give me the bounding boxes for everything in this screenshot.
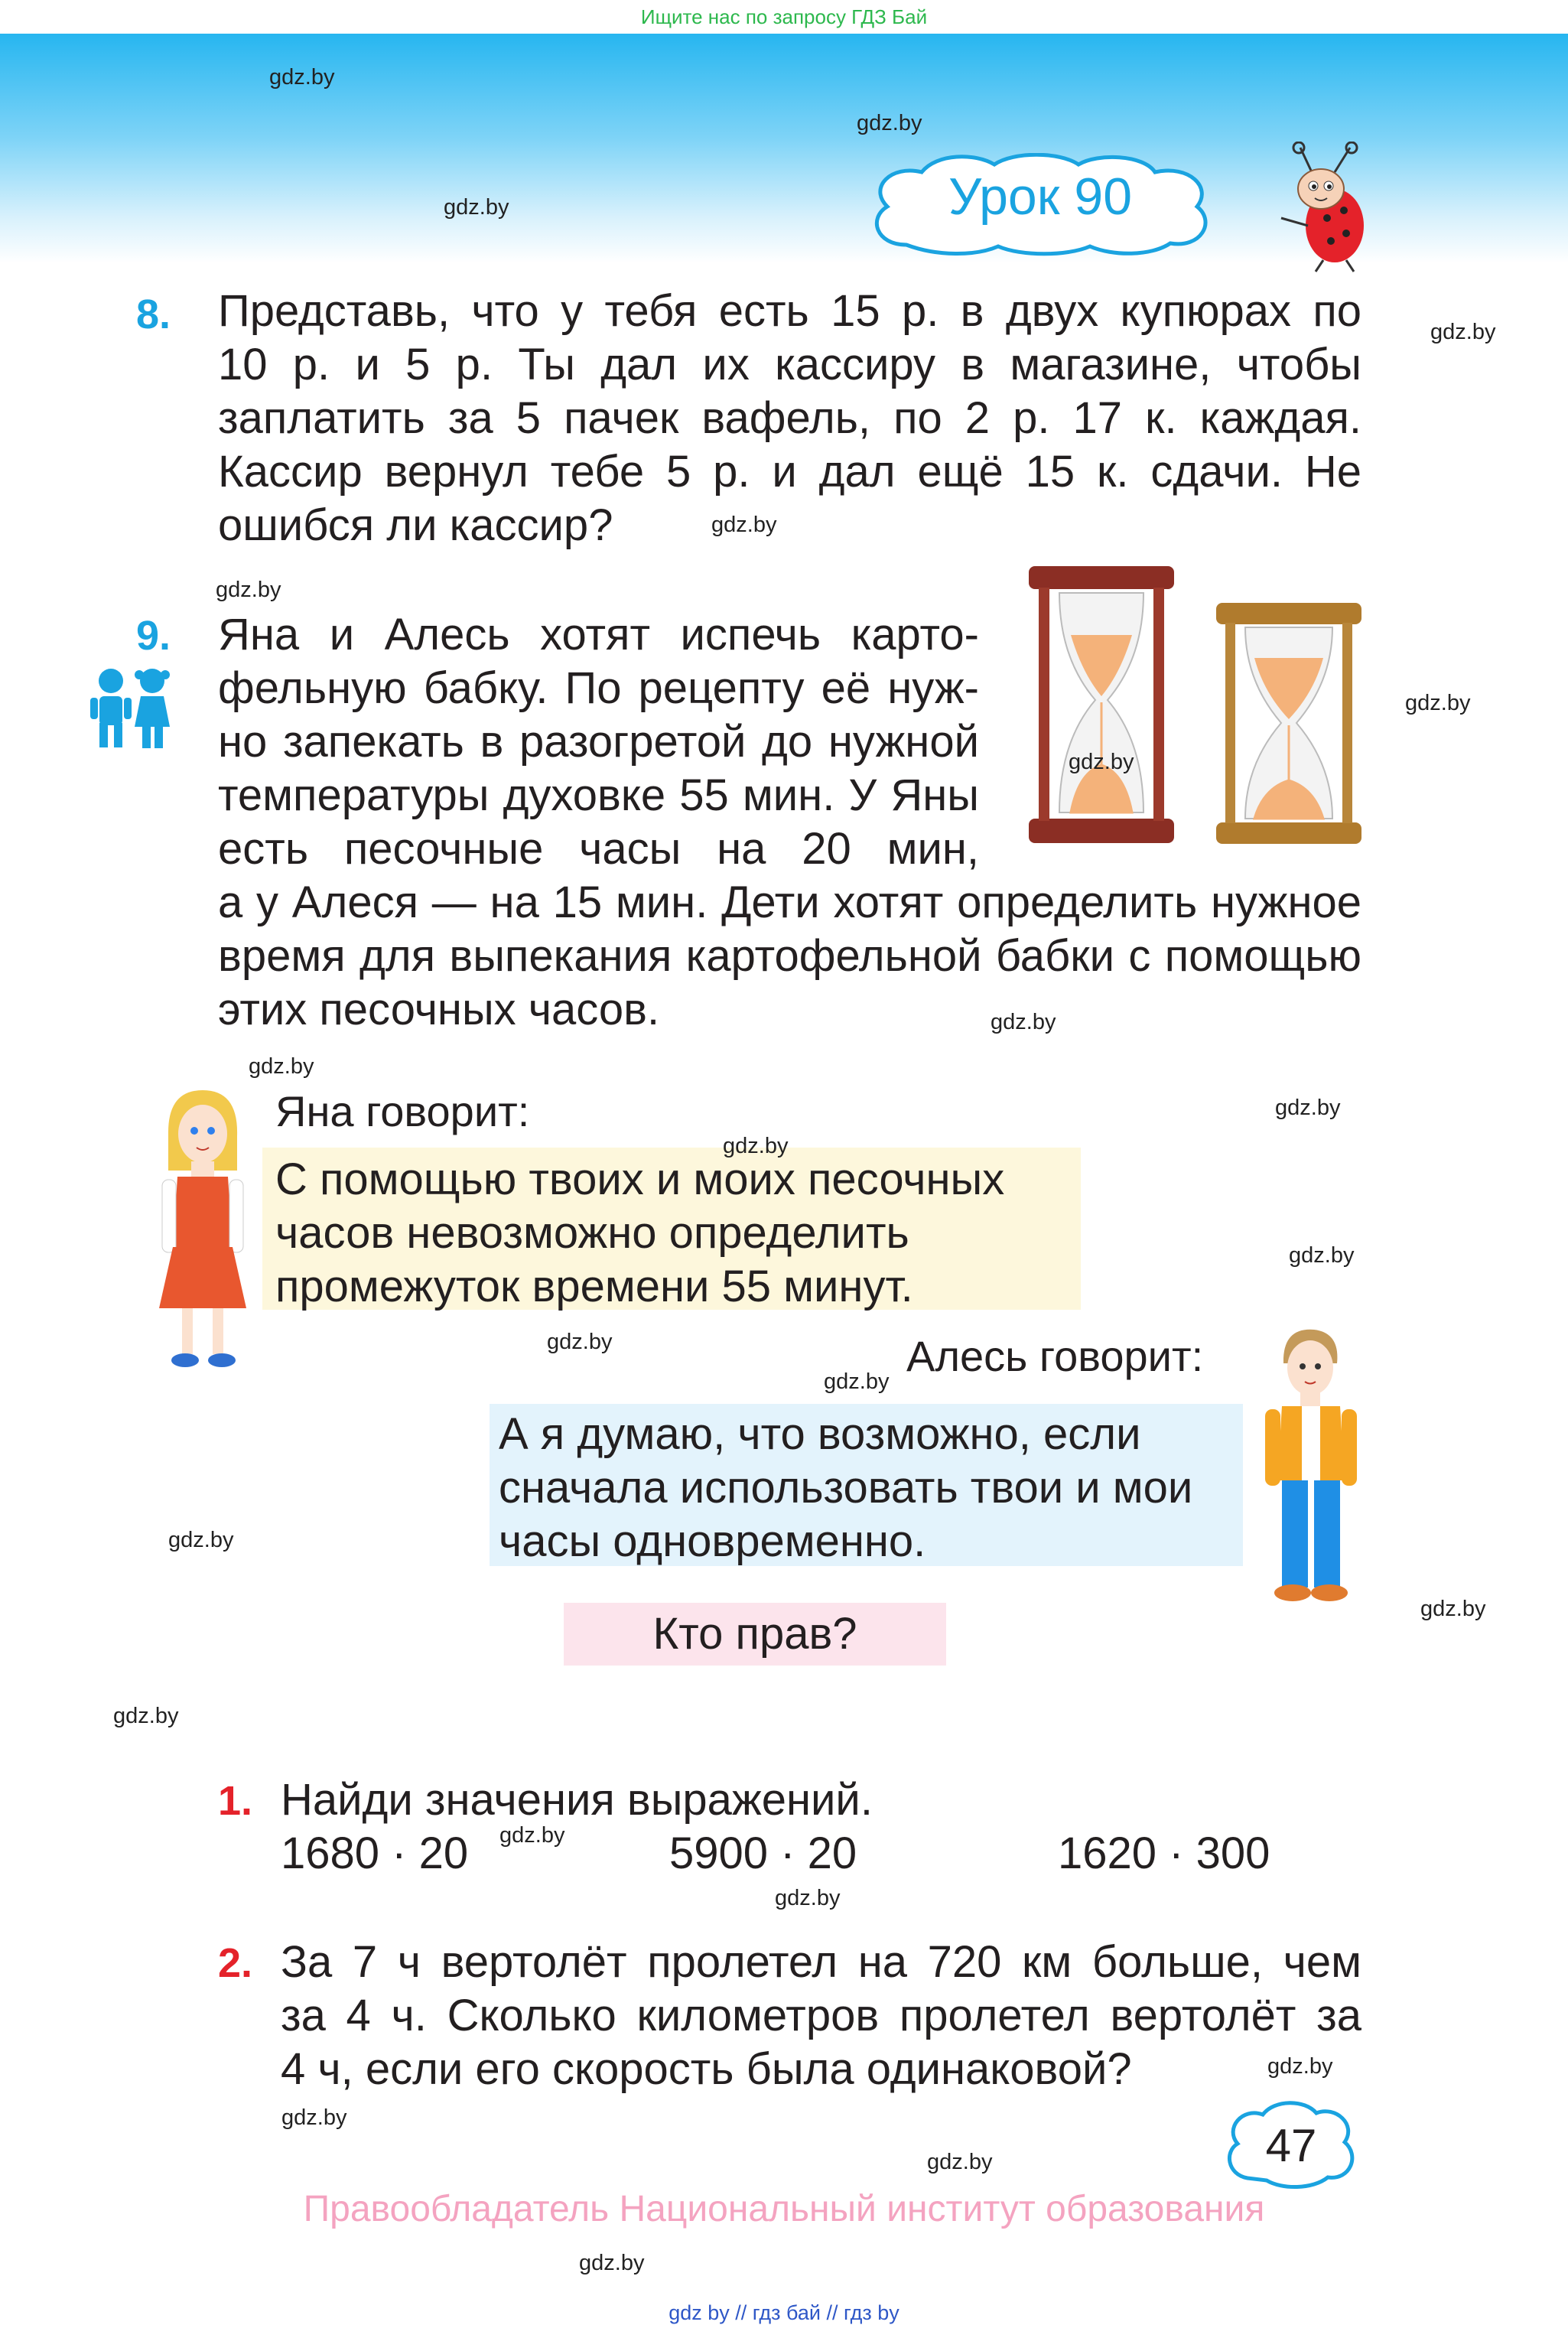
task-9-number: 9. [136, 613, 171, 659]
watermark: gdz.by [775, 1886, 841, 1910]
watermark: gdz.by [857, 111, 922, 135]
homework-2-line: за 4 ч. Сколько километров пролетел вертолёт за [281, 1991, 1361, 2040]
watermark: gdz.by [249, 1054, 314, 1079]
yana-speech-line: С помощью твоих и моих песочных [275, 1154, 1005, 1204]
task-9-text-wide [218, 876, 1361, 1037]
watermark: gdz.by [1289, 1243, 1355, 1268]
lesson-title: Урок 90 [948, 168, 1133, 226]
yana-says-label: Яна говорит: [275, 1087, 530, 1135]
yana-speech-text [275, 1153, 1078, 1314]
watermark: gdz.by [281, 2105, 347, 2130]
task-8-line: ошибся ли кассир? [218, 500, 613, 550]
watermark: gdz.by [991, 1010, 1056, 1034]
task-8-number: 8. [136, 291, 171, 337]
task-9-line: Яна и Алесь хотят испечь карто- [218, 610, 979, 659]
ales-speech-line: А я думаю, что возможно, если [499, 1409, 1141, 1459]
task-8-line: заплатить за 5 пачек вафель, по 2 р. 17 к. каждая. [218, 393, 1361, 443]
question-who-is-right: Кто прав? [564, 1603, 946, 1666]
watermark: gdz.by [824, 1369, 890, 1394]
task-8-line: Представь, что у тебя есть 15 р. в двух купюрах по [218, 286, 1361, 336]
watermark: gdz.by [1420, 1597, 1486, 1621]
homework-2-line: 4 ч, если его скорость была одинаковой? [281, 2044, 1132, 2094]
watermark: gdz.by [269, 65, 335, 90]
watermark: gdz.by [927, 2150, 993, 2174]
watermark: gdz.by [113, 1704, 179, 1728]
homework-2-number: 2. [218, 1940, 253, 1986]
ales-says-label: Алесь говорит: [906, 1332, 1204, 1380]
watermark: gdz.by [579, 2251, 645, 2275]
watermark: gdz.by [499, 1823, 565, 1848]
task-9-line: температуры духовке 55 мин. У Яны [218, 770, 979, 820]
expression-1: 1680 · 20 [281, 1828, 469, 1878]
watermark: gdz.by [711, 513, 777, 537]
task-8-line: 10 р. и 5 р. Ты дал их кассиру в магазине, чтобы [218, 340, 1361, 389]
copyright-footer: Правообладатель Национальный институт образования [303, 2189, 1265, 2229]
ales-speech-text [499, 1408, 1241, 1568]
yana-speech-line: промежуток времени 55 минут. [275, 1262, 913, 1311]
ales-speech-line: часы одновременно. [499, 1516, 926, 1566]
expression-2: 5900 · 20 [669, 1828, 857, 1878]
watermark: gdz.by [723, 1134, 789, 1158]
hourglasses-image [1025, 566, 1365, 845]
ladybug-icon [1274, 142, 1377, 275]
task-8-text [218, 285, 1361, 552]
ales-speech-line: сначала использовать твои и мои [499, 1463, 1193, 1513]
watermark: gdz.by [1069, 750, 1134, 774]
task-9-line: фельную бабку. По рецепту её нуж- [218, 663, 979, 713]
page-number: 47 [1265, 2120, 1317, 2171]
watermark: gdz.by [1275, 1096, 1341, 1120]
homework-2-line: За 7 ч вертолёт пролетел на 720 км больше, чем [281, 1937, 1361, 1987]
yana-speech-line: часов невозможно определить [275, 1208, 909, 1258]
bottom-links[interactable]: gdz by // гдз бай // гдз by [669, 2301, 899, 2324]
homework-1-number: 1. [218, 1778, 253, 1824]
task-9-line: время для выпекания картофельной бабки с помощью [218, 931, 1361, 981]
watermark: gdz.by [216, 578, 281, 602]
hourglass-icon [1029, 566, 1174, 843]
homework-2-text [281, 1936, 1361, 2096]
girl-yana-illustration [153, 1086, 252, 1373]
hourglass-icon [1216, 603, 1361, 844]
watermark: gdz.by [168, 1528, 234, 1552]
watermark: gdz.by [1405, 691, 1471, 715]
task-9-line: а у Алеся — на 15 мин. Дети хотят определить нужное [218, 878, 1361, 927]
task-9-text-narrow [218, 608, 979, 876]
homework-1-text: Найди значения выражений. [281, 1775, 873, 1825]
expression-3: 1620 · 300 [1058, 1828, 1270, 1878]
watermark: gdz.by [547, 1330, 613, 1354]
top-banner[interactable]: Ищите нас по запросу ГДЗ Бай [0, 0, 1568, 34]
watermark: gdz.by [444, 195, 509, 220]
boy-ales-illustration [1254, 1324, 1365, 1607]
pair-work-icon [86, 666, 177, 750]
task-8-line: Кассир вернул тебе 5 р. и дал ещё 15 к. сдачи. Не [218, 447, 1361, 497]
task-9-line: есть песочные часы на 20 мин, [218, 824, 979, 874]
watermark: gdz.by [1430, 320, 1496, 344]
task-9-line: этих песочных часов. [218, 985, 660, 1034]
watermark: gdz.by [1267, 2054, 1333, 2079]
task-9-line: но запекать в разогретой до нужной [218, 717, 979, 767]
